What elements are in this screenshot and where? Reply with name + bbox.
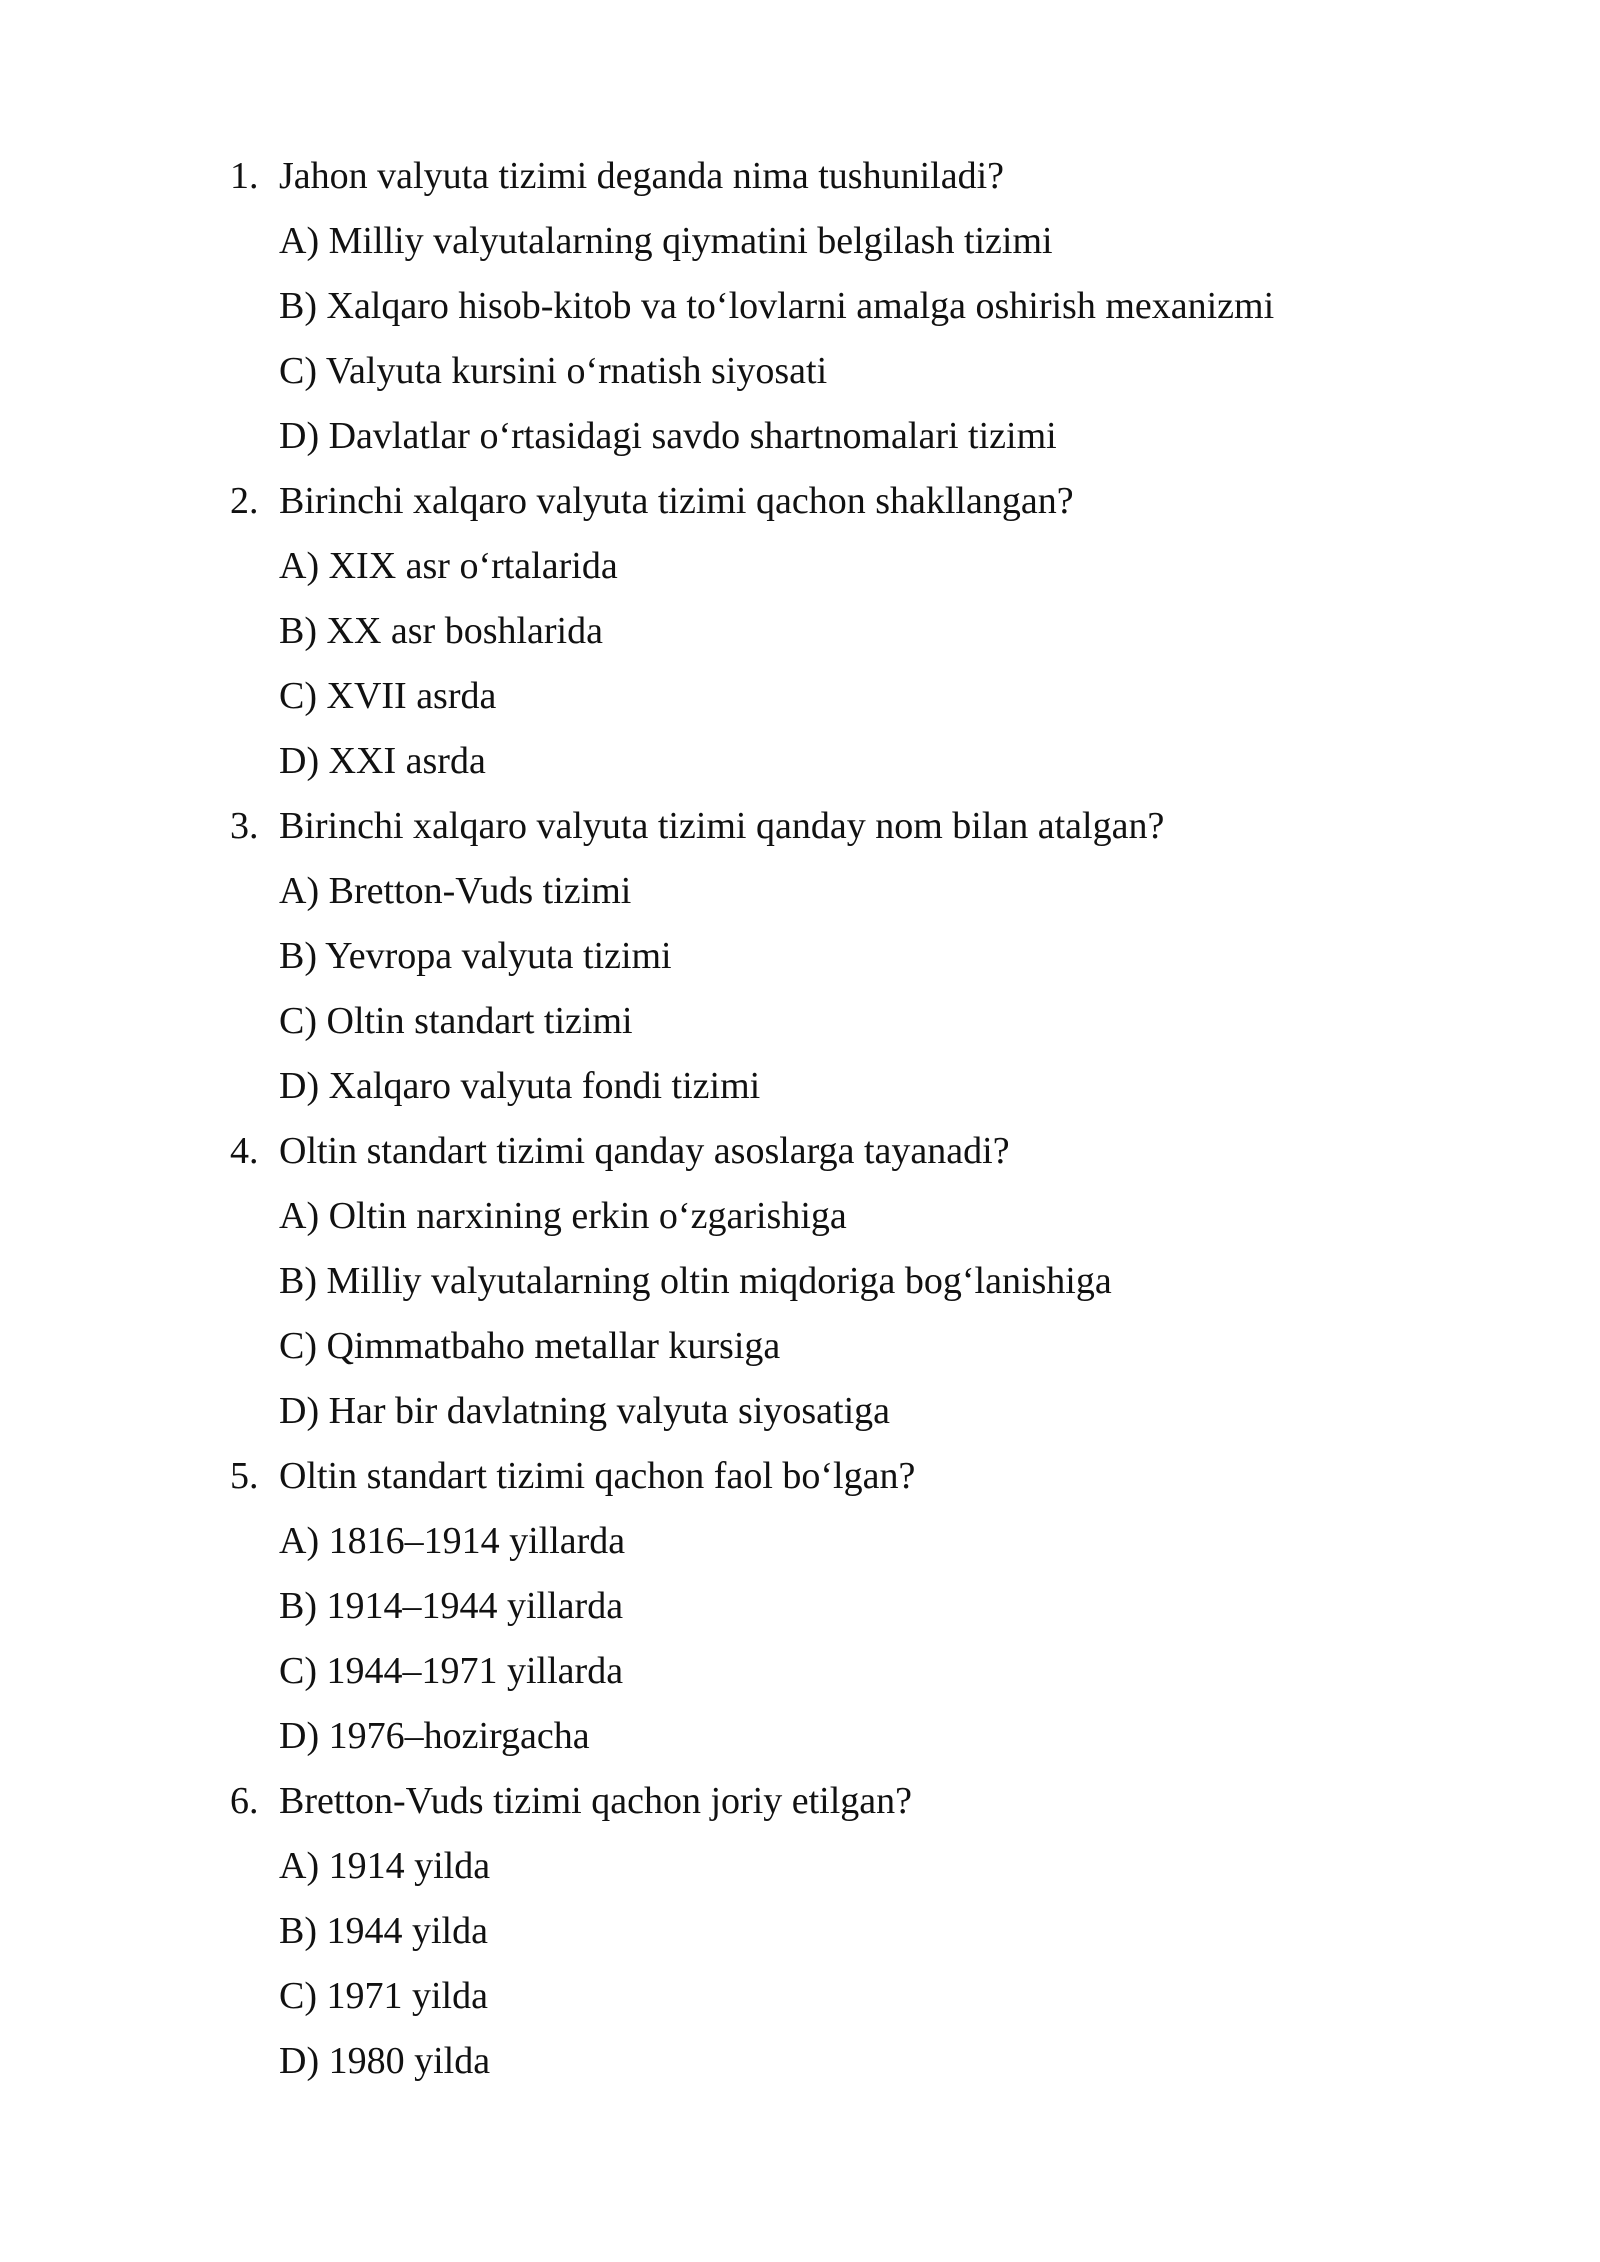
question-number: 5. <box>230 1455 259 1497</box>
question-text: Oltin standart tizimi qanday asoslarga tayanadi? <box>279 1130 1010 1172</box>
option-b: B) Yevropa valyuta tizimi <box>279 935 672 977</box>
option-c: C) Qimmatbaho metallar kursiga <box>279 1325 781 1367</box>
option-a: A) XIX asr o‘rtalarida <box>279 545 618 587</box>
option-a: A) Milliy valyutalarning qiymatini belgilash tizimi <box>279 220 1053 262</box>
option-c: C) 1944–1971 yillarda <box>279 1650 624 1692</box>
option-c: C) Valyuta kursini o‘rnatish siyosati <box>279 350 828 392</box>
option-d: D) Xalqaro valyuta fondi tizimi <box>279 1065 761 1107</box>
option-d: D) 1980 yilda <box>279 2040 491 2082</box>
option-d: D) Har bir davlatning valyuta siyosatiga <box>279 1390 891 1432</box>
option-c: C) XVII asrda <box>279 675 497 717</box>
option-b: B) 1944 yilda <box>279 1910 488 1952</box>
question-text: Birinchi xalqaro valyuta tizimi qanday nom bilan atalgan? <box>279 805 1165 847</box>
question-text: Oltin standart tizimi qachon faol bo‘lgan? <box>279 1455 916 1497</box>
option-d: D) Davlatlar o‘rtasidagi savdo shartnomalari tizimi <box>279 415 1057 457</box>
option-b: B) 1914–1944 yillarda <box>279 1585 624 1627</box>
question-text: Jahon valyuta tizimi deganda nima tushuniladi? <box>279 155 1004 197</box>
option-d: D) XXI asrda <box>279 740 486 782</box>
question-number: 4. <box>230 1130 259 1172</box>
option-a: A) Oltin narxining erkin o‘zgarishiga <box>279 1195 847 1237</box>
option-b: B) XX asr boshlarida <box>279 610 603 652</box>
question-number: 2. <box>230 480 259 522</box>
question-number: 6. <box>230 1780 259 1822</box>
option-c: C) 1971 yilda <box>279 1975 488 2017</box>
option-b: B) Milliy valyutalarning oltin miqdoriga bog‘lanishiga <box>279 1260 1112 1302</box>
option-d: D) 1976–hozirgacha <box>279 1715 590 1757</box>
option-a: A) 1816–1914 yillarda <box>279 1520 626 1562</box>
option-b: B) Xalqaro hisob-kitob va to‘lovlarni amalga oshirish mexanizmi <box>279 285 1275 327</box>
question-text: Bretton-Vuds tizimi qachon joriy etilgan? <box>279 1780 913 1822</box>
option-c: C) Oltin standart tizimi <box>279 1000 633 1042</box>
question-text: Birinchi xalqaro valyuta tizimi qachon shakllangan? <box>279 480 1074 522</box>
option-a: A) 1914 yilda <box>279 1845 491 1887</box>
question-number: 1. <box>230 155 259 197</box>
question-number: 3. <box>230 805 259 847</box>
option-a: A) Bretton-Vuds tizimi <box>279 870 632 912</box>
